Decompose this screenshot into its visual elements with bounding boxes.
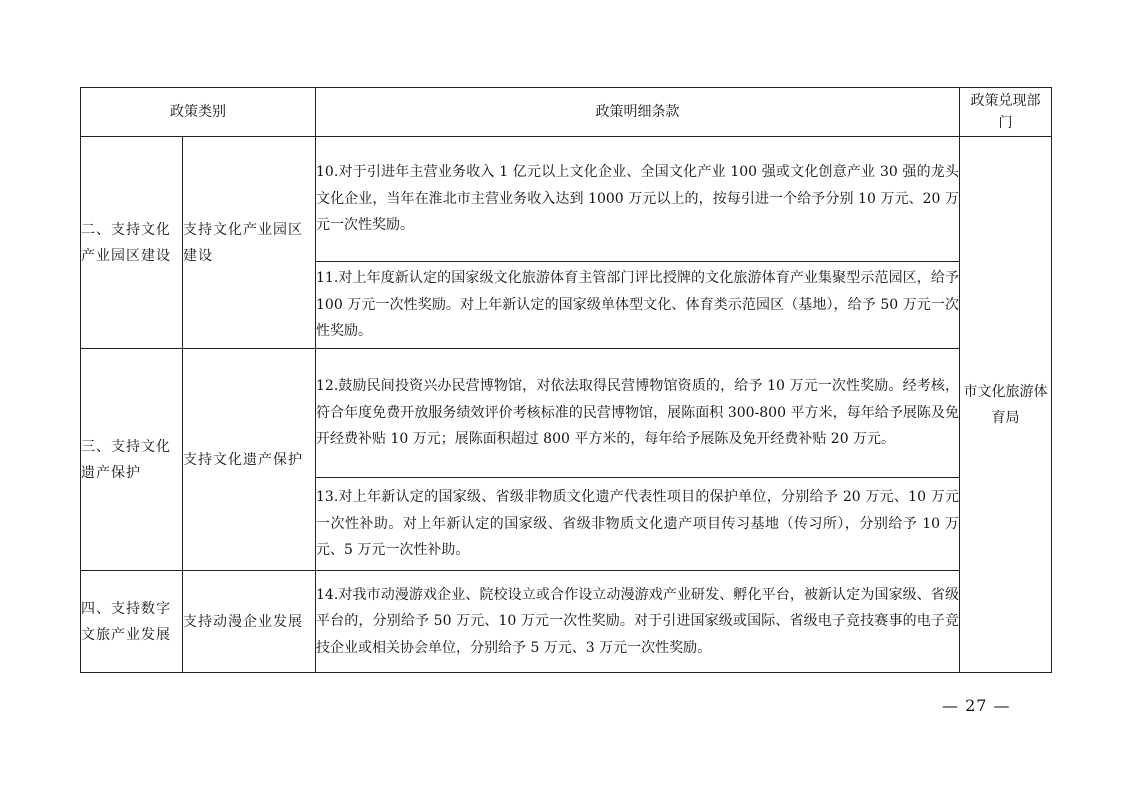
table-row	[81, 571, 1052, 673]
department-cell: 市文化旅游体育局	[960, 137, 1052, 673]
header-department: 政策兑现部门	[960, 88, 1052, 137]
detail-cell: 14.对我市动漫游戏企业、院校设立或合作设立动漫游戏产业研发、孵化平台，被新认定为国家级、省级平台的，分别给予 50 万元、10 万元一次性奖励。对于引进国家级或国际、省级电子竞技赛事的电子竞技企业或相关协会单位，分别给予 5 万元、3 万元一次性奖励。	[316, 571, 960, 673]
detail-cell: 12.鼓励民间投资兴办民营博物馆，对依法取得民营博物馆资质的，给予 10 万元一次性奖励。经考核，符合年度免费开放服务绩效评价考核标准的民营博物馆，展陈面积 300-800 平方米，每年给予展陈及免开经费补贴 10 万元；展陈面积超过 800 平方米的，每年给予展陈及免开经费补贴 20 万元。	[316, 349, 960, 478]
header-row	[81, 88, 1052, 137]
detail-cell: 11.对上年度新认定的国家级文化旅游体育主管部门评比授牌的文化旅游体育产业集聚型示范园区，给予 100 万元一次性奖励。对上年新认定的国家级单体型文化、体育类示范园区（基地），给予 50 万元一次性奖励。	[316, 262, 960, 349]
detail-cell: 10.对于引进年主营业务收入 1 亿元以上文化企业、全国文化产业 100 强或文化创意产业 30 强的龙头文化企业，当年在淮北市主营业务收入达到 1000 万元以上的，按每引进一个给予分别 10 万元、20 万元一次性奖励。	[316, 137, 960, 262]
subcategory-cell: 支持动漫企业发展	[183, 571, 316, 673]
subcategory-cell: 支持文化产业园区建设	[183, 137, 316, 349]
table-row	[81, 349, 1052, 478]
subcategory-cell: 支持文化遗产保护	[183, 349, 316, 571]
page-number: — 27 —	[942, 696, 1011, 715]
detail-cell: 13.对上年新认定的国家级、省级非物质文化遗产代表性项目的保护单位，分别给予 20 万元、10 万元一次性补助。对上年新认定的国家级、省级非物质文化遗产项目传习基地（传习所），分别给予 10 万元、5 万元一次性补助。	[316, 478, 960, 571]
category-cell: 三、支持文化遗产保护	[81, 349, 183, 571]
header-detail: 政策明细条款	[316, 88, 960, 137]
header-category: 政策类别	[81, 88, 316, 137]
category-cell: 二、支持文化产业园区建设	[81, 137, 183, 349]
table-row	[81, 137, 1052, 262]
category-cell: 四、支持数字文旅产业发展	[81, 571, 183, 673]
policy-table	[80, 87, 1052, 673]
